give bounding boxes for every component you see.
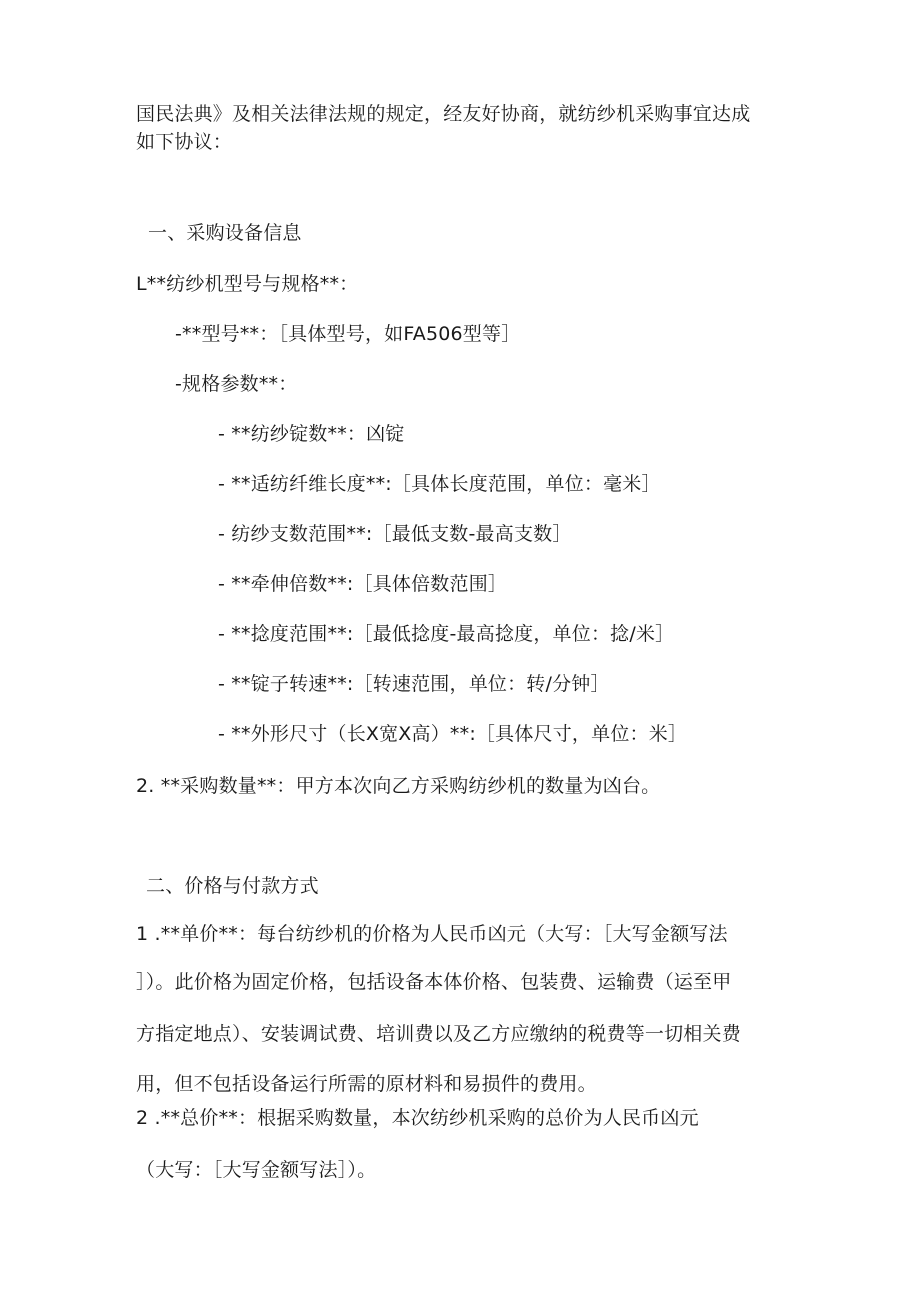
spec-item: - **捻度范围**:［最低捻度-最高捻度，单位：捻/米］ <box>218 623 675 645</box>
section-1-heading: 一、采购设备信息 <box>148 222 302 244</box>
spec-title: -规格参数**： <box>175 373 298 395</box>
price-paragraph-line: 用，但不包括设备运行所需的原材料和易损件的费用。 <box>136 1073 597 1095</box>
section-2-heading: 二、价格与付款方式 <box>146 875 319 897</box>
model-line: -**型号**：［具体型号，如FA506型等］ <box>175 323 521 345</box>
intro-line-2: 如下协议： <box>136 131 233 153</box>
spec-item: - **适纺纤维长度**:［具体长度范围，单位：毫米］ <box>218 473 661 495</box>
item-2-quantity: 2. **采购数量**：甲方本次向乙方采购纺纱机的数量为凶台。 <box>136 775 661 797</box>
spec-item: - **纺纱锭数**：凶锭 <box>218 423 405 445</box>
total-paragraph-line: 2 .**总价**：根据采购数量，本次纺纱机采购的总价为人民币凶元 <box>136 1107 699 1129</box>
spec-item: - **锭子转速**:［转速范围，单位：转/分钟］ <box>218 673 610 695</box>
price-paragraph-line: ］）。此价格为固定价格，包括设备本体价格、包装费、运输费（运至甲 <box>136 971 732 993</box>
item-1-title: L**纺纱机型号与规格**： <box>136 273 359 295</box>
total-paragraph-line: （大写：［大写金额写法］）。 <box>136 1159 377 1181</box>
spec-item: - **外形尺寸（长X宽X高）**:［具体尺寸，单位：米］ <box>218 723 688 745</box>
intro-line-1: 国民法典》及相关法律法规的规定，经友好协商，就纺纱机采购事宜达成 <box>136 103 751 125</box>
spec-item: - 纺纱支数范围**:［最低支数-最高支数］ <box>218 523 572 545</box>
price-paragraph-line: 方指定地点）、安装调试费、培训费以及乙方应缴纳的税费等一切相关费 <box>136 1023 741 1045</box>
spec-item: - **牵伸倍数**:［具体倍数范围］ <box>218 573 508 595</box>
price-paragraph-line: 1 .**单价**：每台纺纱机的价格为人民币凶元（大写：［大写金额写法 <box>136 923 728 945</box>
